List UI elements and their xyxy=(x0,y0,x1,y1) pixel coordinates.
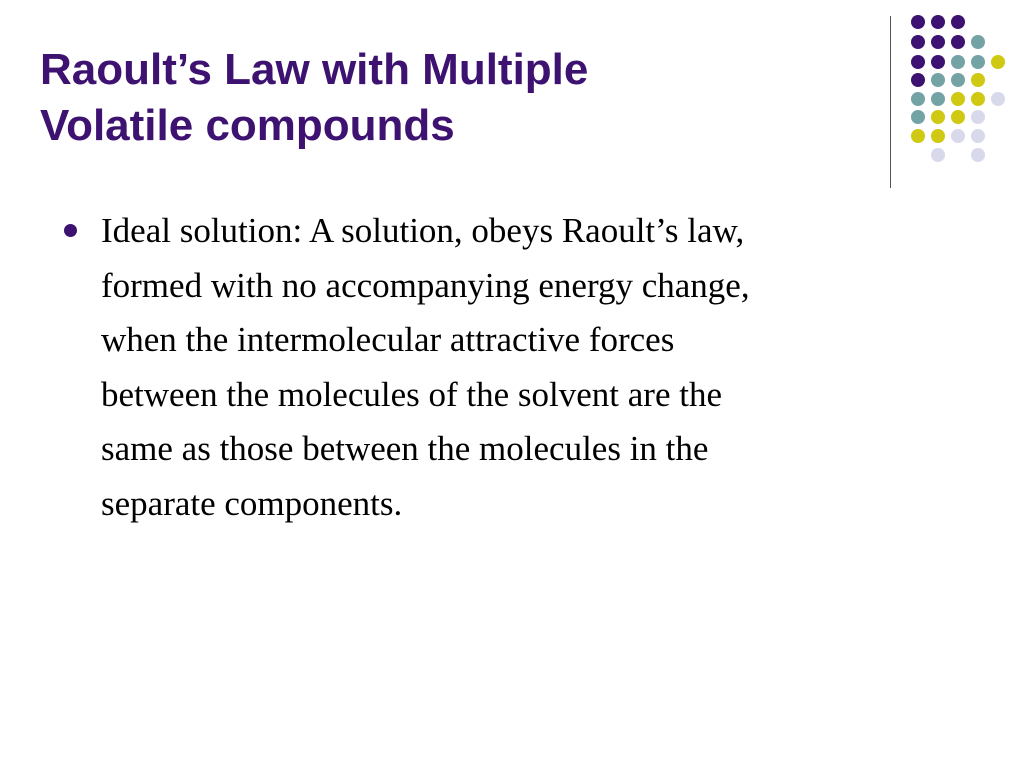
dot xyxy=(931,110,945,124)
dot xyxy=(911,15,925,29)
dot xyxy=(971,55,985,69)
dot xyxy=(951,15,965,29)
dot xyxy=(951,92,965,106)
bullet-line: between the molecules of the solvent are the xyxy=(101,374,723,414)
dot xyxy=(911,35,925,49)
dot xyxy=(931,92,945,106)
dot xyxy=(971,92,985,106)
dot xyxy=(911,55,925,69)
title-line-2: Volatile compounds xyxy=(40,101,455,150)
dot xyxy=(931,129,945,143)
dot xyxy=(971,129,985,143)
title-line-1: Raoult’s Law with Multiple xyxy=(40,45,589,94)
bullet-line: separate components. xyxy=(101,483,403,523)
dot xyxy=(991,92,1005,106)
dot xyxy=(911,73,925,87)
dot xyxy=(931,55,945,69)
dot xyxy=(951,73,965,87)
dot xyxy=(971,110,985,124)
dot xyxy=(911,129,925,143)
dot xyxy=(991,55,1005,69)
bullet-dot-icon xyxy=(64,224,77,237)
decorative-dot-grid xyxy=(0,0,1024,200)
bullet-line: same as those between the molecules in the xyxy=(101,429,709,468)
dot xyxy=(971,148,985,162)
bullet-line: formed with no accompanying energy change, xyxy=(101,265,750,305)
bullet-line: Ideal solution: A solution, obeys Raoult’s law, xyxy=(101,211,745,250)
dot xyxy=(951,110,965,124)
dot xyxy=(931,15,945,29)
dot xyxy=(951,55,965,69)
dot xyxy=(951,35,965,49)
bullet-item xyxy=(64,204,964,531)
dot xyxy=(951,129,965,143)
dot xyxy=(971,73,985,87)
bullet-line: when the intermolecular attractive forces xyxy=(101,320,675,359)
bullet-list xyxy=(64,204,964,531)
dot xyxy=(911,92,925,106)
dot xyxy=(931,148,945,162)
dot xyxy=(931,73,945,87)
dot xyxy=(931,35,945,49)
dot xyxy=(911,110,925,124)
dot xyxy=(971,35,985,49)
